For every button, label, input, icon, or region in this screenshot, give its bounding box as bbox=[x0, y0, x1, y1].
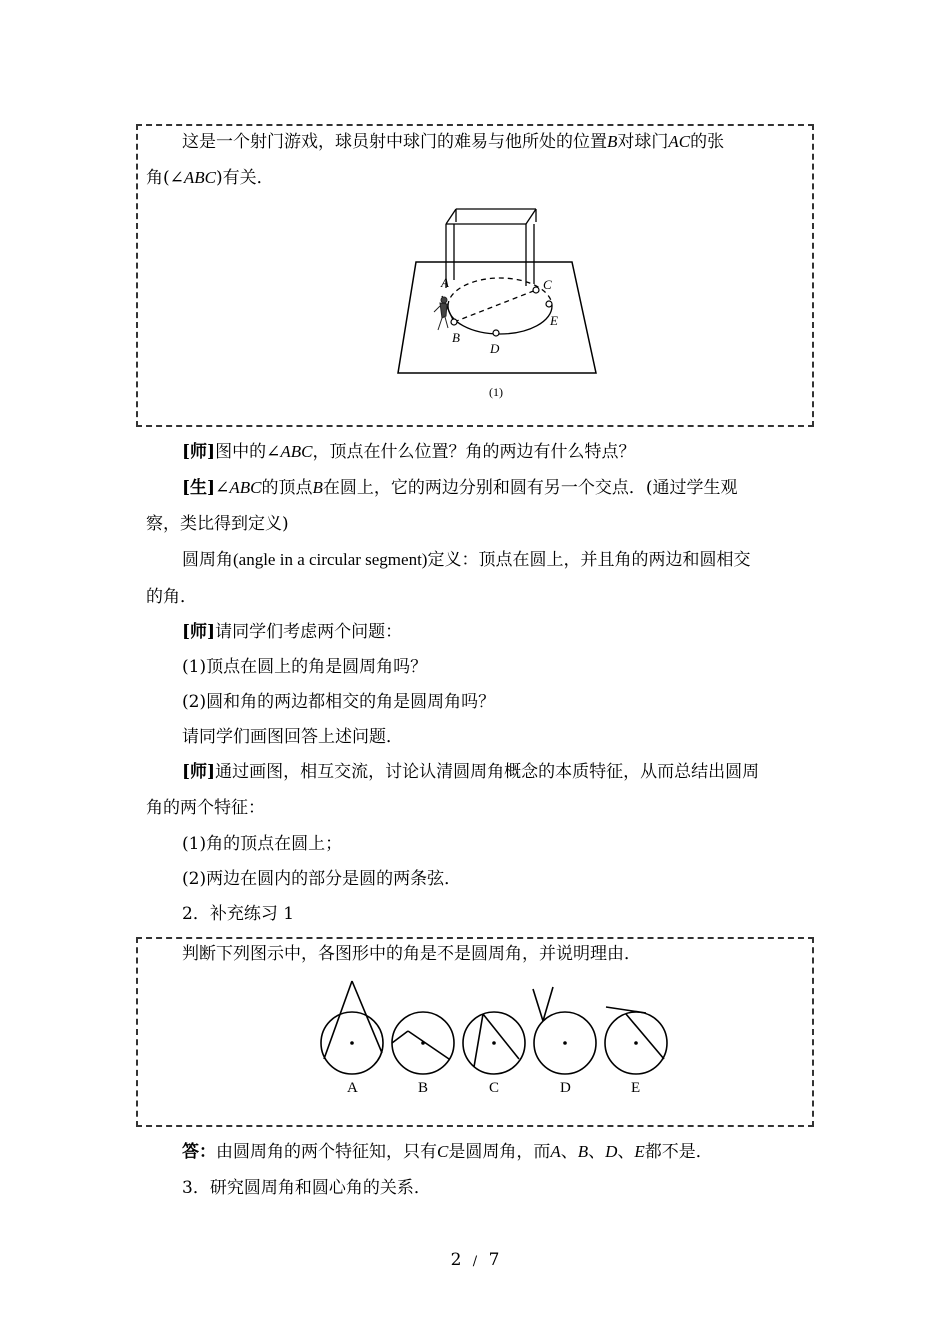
teacher-question-1: [师]图中的∠ABC，顶点在什么位置？角的两边有什么特点？ bbox=[182, 442, 636, 462]
label-A: A bbox=[441, 275, 449, 290]
label-B: B bbox=[452, 330, 460, 345]
answer: 答：由圆周角的两个特征知，只有C是圆周角，而A、B、D、E都不是． bbox=[182, 1142, 713, 1162]
field-plane bbox=[398, 262, 596, 373]
figure-D bbox=[533, 987, 596, 1074]
circle-bottom-solid bbox=[448, 306, 552, 334]
label-D: D bbox=[490, 341, 500, 356]
line-BC bbox=[454, 290, 536, 322]
feature-1: (1)角的顶点在圆上； bbox=[182, 834, 343, 854]
exercise-prompt: 判断下列图示中，各图形中的角是不是圆周角，并说明理由． bbox=[182, 944, 641, 964]
goal-figure bbox=[390, 200, 610, 405]
point-C bbox=[533, 287, 539, 293]
question-2-item-2: (2)圆和角的两边都相交的角是圆周角吗？ bbox=[182, 692, 496, 712]
teacher-question-2: [师]请同学们考虑两个问题： bbox=[182, 622, 403, 642]
player-figure bbox=[434, 297, 448, 330]
teacher-summary: [师]通过画图，相互交流，讨论认清圆周角概念的本质特征，从而总结出圆周 bbox=[182, 762, 760, 782]
goal-frame bbox=[446, 209, 536, 288]
question-2-item-1: (1)顶点在圆上的角是圆周角吗？ bbox=[182, 657, 428, 677]
label-C: C bbox=[543, 277, 552, 292]
point-B bbox=[451, 319, 457, 325]
question-2-item-3: 请同学们画图回答上述问题． bbox=[182, 727, 403, 747]
figure-A bbox=[321, 981, 383, 1074]
intro-line-2: 角(∠ABC)有关． bbox=[146, 168, 274, 188]
point-E bbox=[546, 301, 552, 307]
figure-label-C: C bbox=[489, 1080, 500, 1096]
section-3-heading: 3．研究圆周角和圆心角的关系． bbox=[182, 1178, 431, 1198]
label-E: E bbox=[550, 313, 558, 328]
intro-line-1: 这是一个射门游戏，球员射中球门的难易与他所处的位置B对球门AC的张 bbox=[182, 132, 725, 152]
definition-cont: 的角． bbox=[146, 587, 197, 607]
page-number: 2 / 7 bbox=[450, 1250, 500, 1270]
student-answer-1: [生]∠ABC的顶点B在圆上，它的两边分别和圆有另一个交点．(通过学生观 bbox=[182, 478, 738, 498]
figure-label-A: A bbox=[347, 1080, 358, 1096]
figure-label-D: D bbox=[560, 1080, 571, 1096]
figure-label-E: E bbox=[631, 1080, 641, 1096]
figure-caption: (1) bbox=[489, 385, 503, 399]
exercise-figures bbox=[312, 975, 677, 1100]
feature-2: (2)两边在圆内的部分是圆的两条弦． bbox=[182, 869, 462, 889]
student-answer-1-cont: 察，类比得到定义) bbox=[146, 514, 289, 534]
section-2-heading: 2．补充练习 1 bbox=[182, 904, 295, 924]
definition: 圆周角(angle in a circular segment)定义：顶点在圆上，并且角的两边和圆相交 bbox=[182, 550, 751, 570]
teacher-summary-cont: 角的两个特征： bbox=[146, 798, 265, 818]
point-D bbox=[493, 330, 499, 336]
figure-E bbox=[605, 1007, 667, 1074]
figure-label-B: B bbox=[418, 1080, 429, 1096]
